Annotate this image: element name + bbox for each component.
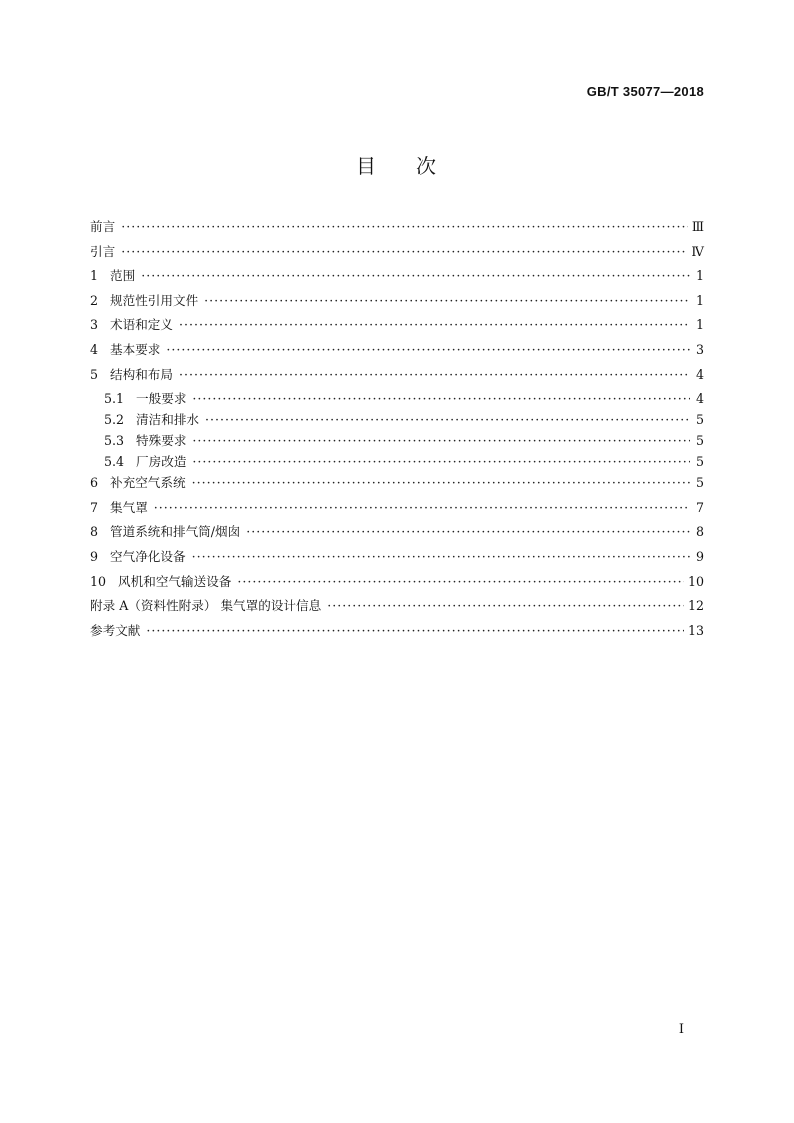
toc-entry-number: 5.4	[104, 454, 125, 470]
toc-entry-page: 1	[695, 268, 704, 284]
toc-entry-label: 特殊要求	[136, 433, 187, 449]
toc-entry[interactable]	[90, 409, 704, 430]
toc-entry[interactable]	[90, 620, 704, 645]
toc-entry-number: 7	[90, 499, 99, 515]
toc-entry-number: 10	[90, 573, 107, 589]
toc-entry-page: 1	[695, 292, 704, 308]
toc-entry[interactable]	[90, 290, 704, 315]
toc-entry-label: 管道系统和排气筒/烟囱	[110, 524, 241, 540]
toc-entry-page: 8	[695, 524, 704, 540]
toc-entry-page: 5	[695, 454, 704, 470]
toc-entry-page: 5	[695, 475, 704, 491]
toc-entry-label: 补充空气系统	[110, 475, 186, 491]
toc-entry-label: 附录 A（资料性附录） 集气罩的设计信息	[90, 598, 322, 614]
toc-entry-page: Ⅳ	[691, 243, 704, 259]
toc-entry[interactable]	[90, 571, 704, 596]
title-char-2: 次	[416, 154, 438, 178]
toc-entry-page: 4	[695, 366, 704, 382]
toc-entry-page: 13	[687, 622, 704, 638]
toc-entry-number: 5	[90, 366, 99, 382]
toc-dot-leader	[327, 598, 684, 613]
toc-entry-number: 3	[90, 317, 99, 333]
toc-entry-number: 8	[90, 524, 99, 540]
toc-entry-page: 3	[695, 341, 704, 357]
toc-entry[interactable]	[90, 364, 704, 389]
toc-entry-page: 5	[695, 433, 704, 449]
toc-entry-number: 5.3	[104, 433, 125, 449]
toc-entry[interactable]	[90, 339, 704, 364]
toc-entry-label: 参考文献	[90, 622, 141, 638]
toc-entry-number: 4	[90, 341, 99, 357]
toc-entry[interactable]	[90, 314, 704, 339]
toc-dot-leader	[179, 317, 690, 332]
toc-entry-label: 结构和布局	[110, 366, 173, 382]
toc-entry[interactable]	[90, 521, 704, 546]
table-of-contents	[90, 216, 704, 644]
toc-entry[interactable]	[90, 430, 704, 451]
toc-dot-leader	[146, 623, 684, 638]
toc-dot-leader	[121, 219, 688, 234]
toc-entry[interactable]	[90, 595, 704, 620]
toc-dot-leader	[205, 412, 690, 427]
standard-number: GB/T 35077—2018	[586, 84, 704, 99]
toc-dot-leader	[166, 342, 690, 357]
toc-dot-leader	[154, 500, 690, 515]
toc-entry-label: 基本要求	[110, 341, 161, 357]
toc-entry-label: 引言	[90, 243, 116, 259]
toc-entry-number: 1	[90, 268, 99, 284]
toc-dot-leader	[121, 244, 687, 259]
toc-dot-leader	[192, 391, 690, 406]
toc-entry[interactable]	[90, 546, 704, 571]
toc-entry-number: 6	[90, 475, 99, 491]
toc-entry-label: 空气净化设备	[110, 548, 186, 564]
toc-entry-number: 9	[90, 548, 99, 564]
title-char-1: 目	[356, 154, 378, 178]
toc-entry-label: 厂房改造	[136, 454, 187, 470]
toc-dot-leader	[141, 268, 690, 283]
toc-dot-leader	[192, 433, 690, 448]
toc-dot-leader	[192, 549, 690, 564]
toc-dot-leader	[246, 524, 690, 539]
toc-entry-label: 风机和空气输送设备	[118, 573, 232, 589]
toc-dot-leader	[204, 293, 690, 308]
toc-dot-leader	[192, 475, 690, 490]
toc-entry-label: 一般要求	[136, 391, 187, 407]
toc-entry[interactable]	[90, 241, 704, 266]
toc-dot-leader	[237, 574, 684, 589]
toc-entry-page: 9	[695, 548, 704, 564]
page-title	[0, 150, 794, 179]
toc-entry[interactable]	[90, 451, 704, 472]
toc-entry-page: 1	[695, 317, 704, 333]
toc-entry[interactable]	[90, 265, 704, 290]
toc-entry-page: 7	[695, 499, 704, 515]
toc-entry-page: Ⅲ	[691, 219, 704, 234]
toc-entry[interactable]	[90, 388, 704, 409]
toc-entry[interactable]	[90, 216, 704, 241]
toc-entry-label: 范围	[110, 268, 136, 284]
toc-entry-number: 5.2	[104, 412, 125, 428]
toc-entry-number: 2	[90, 292, 99, 308]
toc-entry[interactable]	[90, 497, 704, 522]
toc-entry-page: 4	[695, 391, 704, 407]
toc-entry-page: 10	[687, 573, 704, 589]
toc-entry-label: 规范性引用文件	[110, 292, 199, 308]
toc-entry[interactable]	[90, 472, 704, 497]
toc-entry-label: 术语和定义	[110, 317, 173, 333]
toc-entry-page: 5	[695, 412, 704, 428]
toc-entry-label: 清洁和排水	[136, 412, 199, 428]
toc-entry-number: 5.1	[104, 391, 125, 407]
toc-entry-label: 集气罩	[110, 499, 148, 515]
toc-entry-label: 前言	[90, 219, 116, 234]
toc-dot-leader	[192, 454, 690, 469]
toc-dot-leader	[179, 367, 690, 382]
toc-entry-page: 12	[687, 598, 704, 614]
footer-page-number: I	[678, 1022, 684, 1037]
